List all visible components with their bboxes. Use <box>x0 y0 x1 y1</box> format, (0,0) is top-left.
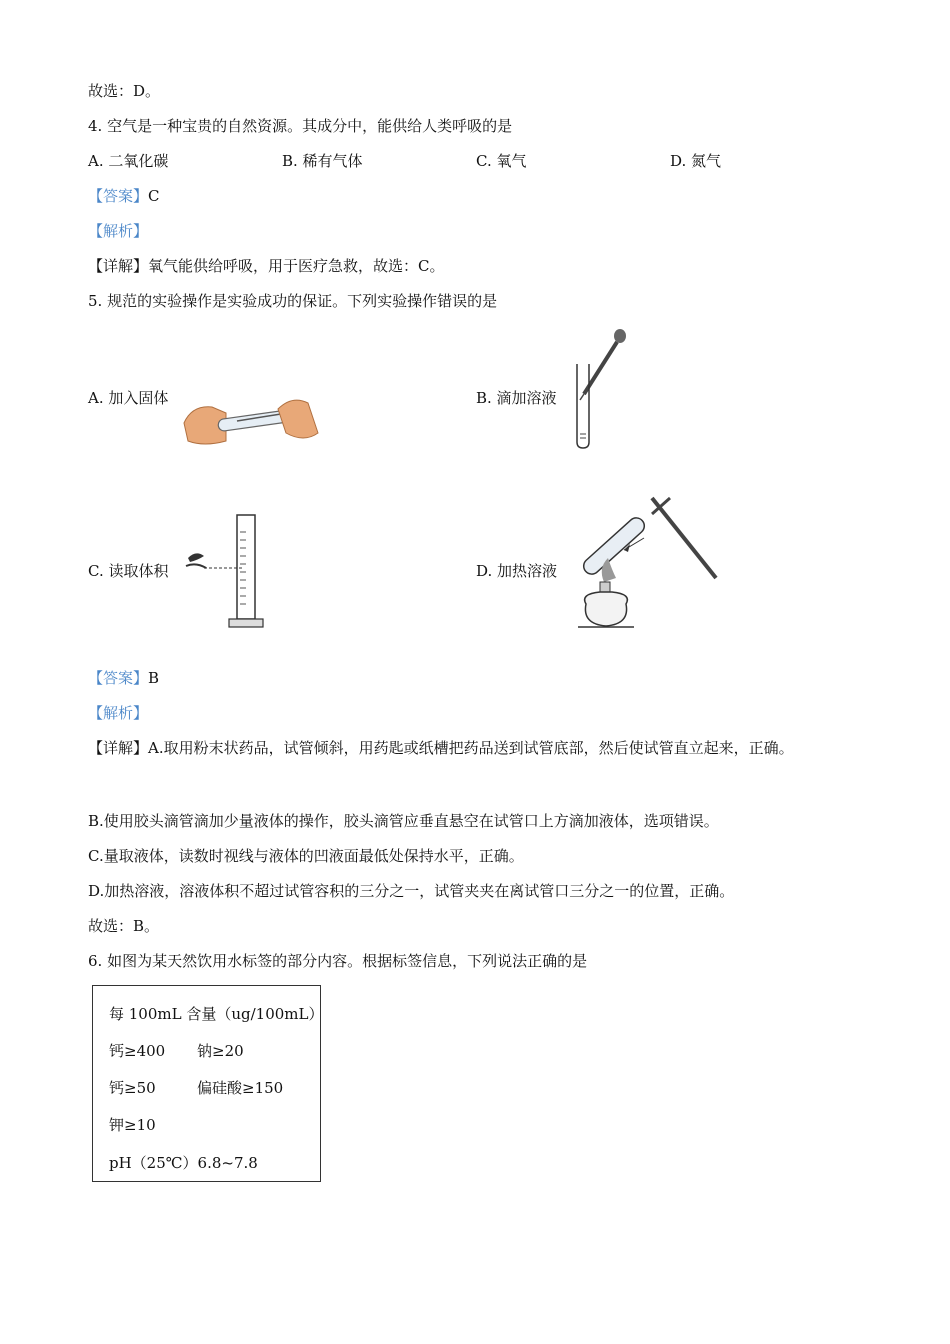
q5-detail-d: D.加热溶液，溶液体积不超过试管容积的三分之一，试管夹夹在离试管口三分之一的位置，正确。 <box>88 882 735 900</box>
q3-conclusion: 故选：D。 <box>88 82 161 100</box>
q5-answer <box>88 668 159 688</box>
q5-option-d: D. 加热溶液 <box>476 562 558 580</box>
answer-tag: 【答案】 <box>88 187 149 205</box>
label-metasilicic-acid: 偏硅酸≥150 <box>197 1079 284 1097</box>
q4-option-b: B. 稀有气体 <box>282 152 363 170</box>
label-calcium-1: 钙≥400 <box>109 1042 166 1060</box>
label-ph: pH（25℃）6.8~7.8 <box>109 1154 258 1172</box>
q4-detail <box>88 256 445 276</box>
reading-volume-figure <box>182 512 272 634</box>
q4-option-d: D. 氮气 <box>670 152 722 170</box>
label-potassium: 钾≥10 <box>109 1116 156 1134</box>
detail-text: A.取用粉末状药品，试管倾斜，用药匙或纸槽把药品送到试管底部，然后使试管直立起来，正确。 <box>148 739 794 757</box>
label-header: 每 100mL 含量（ug/100mL） <box>109 1005 324 1023</box>
q5-stem: 5. 规范的实验操作是实验成功的保证。下列实验操作错误的是 <box>88 292 498 310</box>
q5-detail-a <box>88 738 794 758</box>
q5-detail-c: C.量取液体，读数时视线与液体的凹液面最低处保持水平，正确。 <box>88 847 524 865</box>
adding-solid-figure <box>182 393 322 453</box>
water-label-box <box>92 985 324 1182</box>
answer-value: C <box>148 187 160 205</box>
q5-option-a: A. 加入固体 <box>88 389 169 407</box>
q4-option-a: A. 二氧化碳 <box>88 152 169 170</box>
q5-option-b: B. 滴加溶液 <box>476 389 557 407</box>
detail-text: 氧气能供给呼吸，用于医疗急救，故选：C。 <box>148 257 445 275</box>
heating-solution-figure <box>570 486 720 636</box>
q6-stem: 6. 如图为某天然饮用水标签的部分内容。根据标签信息，下列说法正确的是 <box>88 952 588 970</box>
dropper-figure <box>570 328 630 456</box>
q5-analysis-tag: 【解析】 <box>88 704 149 722</box>
label-calcium-2: 钙≥50 <box>109 1079 156 1097</box>
q5-option-c: C. 读取体积 <box>88 562 169 580</box>
answer-tag: 【答案】 <box>88 669 149 687</box>
answer-value: B <box>148 669 160 687</box>
detail-tag: 【详解】 <box>88 257 149 275</box>
q4-answer <box>88 186 160 206</box>
detail-tag: 【详解】 <box>88 739 149 757</box>
q5-detail-b: B.使用胶头滴管滴加少量液体的操作，胶头滴管应垂直悬空在试管口上方滴加液体，选项错误。 <box>88 812 719 830</box>
q4-option-c: C. 氧气 <box>476 152 527 170</box>
q5-conclusion: 故选：B。 <box>88 917 160 935</box>
q4-stem: 4. 空气是一种宝贵的自然资源。其成分中，能供给人类呼吸的是 <box>88 117 513 135</box>
q4-analysis-tag: 【解析】 <box>88 222 149 240</box>
label-sodium: 钠≥20 <box>197 1042 244 1060</box>
